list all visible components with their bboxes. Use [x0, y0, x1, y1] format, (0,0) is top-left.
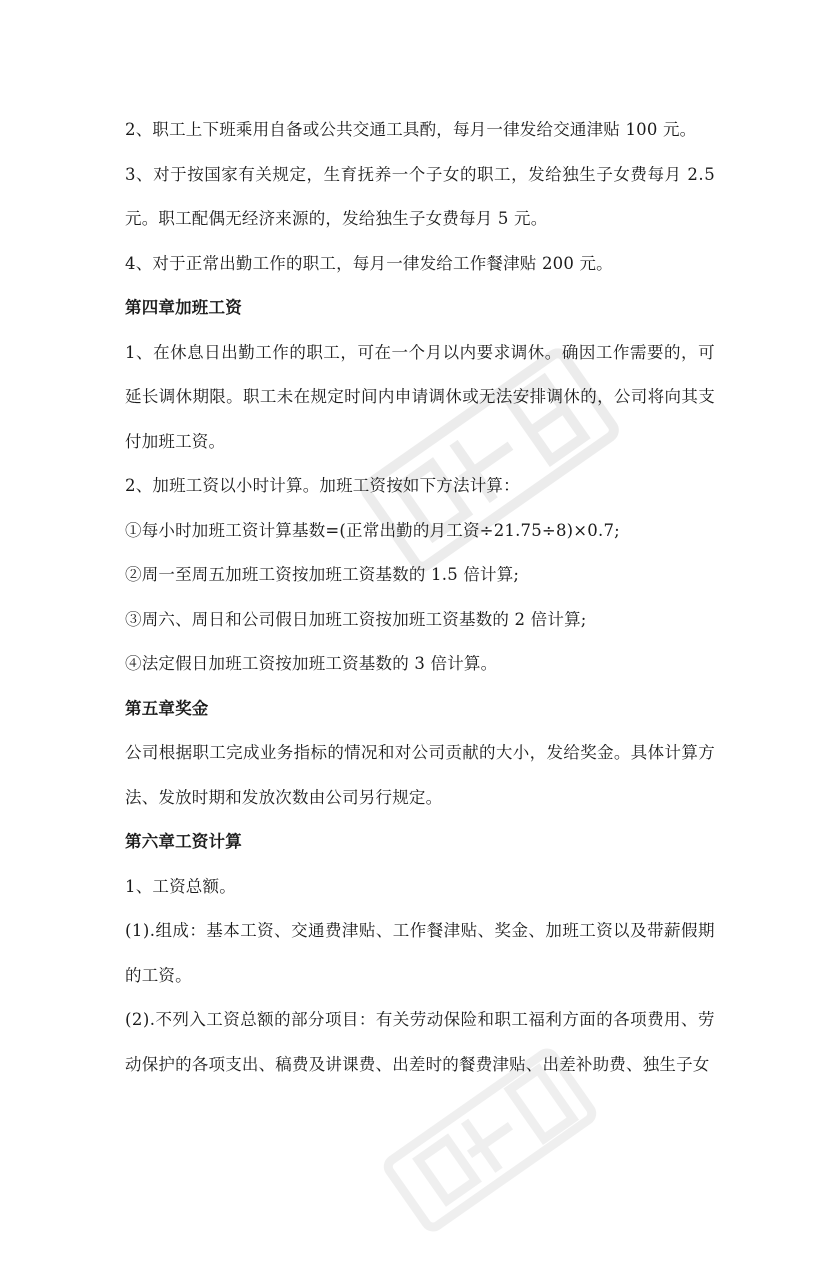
paragraph-line: 1 、 在 休 息 日 出 勤 工 作 的 职 工 ， 可 在 一 个 月 以 内 要 求 调 休 。 确 因 工 作 需 要 的 ， 可 [125, 342, 715, 362]
paragraph-line: ①每小时加班工资计算基数=(正常出勤的月工资÷21.75÷8)×0.7; [125, 520, 620, 540]
paragraph-line: 1、工资总额。 [125, 876, 236, 896]
document-body [125, 108, 715, 1087]
chapter-heading: 第六章工资计算 [125, 832, 242, 851]
paragraph-line: 2、职工上下班乘用自备或公共交通工具酌，每月一律发给交通津贴 100 元。 [125, 120, 697, 139]
chapter-heading: 第四章加班工资 [125, 298, 242, 317]
paragraph-line: 3 、 对 于 按 国 家 有 关 规 定 ， 生 育 抚 养 一 个 子 女 的 职 工 ， 发 给 独 生 子 女 费 每 月 2 . 5 [125, 164, 715, 184]
paragraph-line: ( 2 ) . 不 列 入 工 资 总 额 的 部 分 项 目 ： 有 关 劳 动 保 险 和 职 工 福 利 方 面 的 各 项 费 用 、 劳 [125, 1010, 715, 1029]
paragraph-line: 2、加班工资以小时计算。加班工资按如下方法计算： [125, 476, 520, 495]
paragraph-line: ③周六、周日和公司假日加班工资按加班工资基数的 2 倍计算; [125, 609, 587, 629]
paragraph-line: 的工资。 [125, 965, 192, 985]
paragraph-line: 付加班工资。 [125, 431, 226, 451]
chapter-heading: 第五章奖金 [125, 698, 209, 718]
paragraph-line: 4、对于正常出勤工作的职工，每月一律发给工作餐津贴 200 元。 [125, 253, 613, 273]
paragraph-line: 公 司 根 据 职 工 完 成 业 务 指 标 的 情 况 和 对 公 司 贡 献 的 大 小 ， 发 给 奖 金 。 具 体 计 算 方 [125, 743, 715, 762]
paragraph-line: ( 1 ) . 组 成 ： 基 本 工 资 、 交 通 费 津 贴 、 工 作 餐 津 贴 、 奖 金 、 加 班 工 资 以 及 带 薪 假 期 [125, 921, 715, 940]
paragraph-line: 元。职工配偶无经济来源的，发给独生子女费每月 5 元。 [125, 209, 548, 228]
paragraph-line: ④法定假日加班工资按加班工资基数的 3 倍计算。 [125, 654, 498, 673]
paragraph-line: 延 长 调 休 期 限 。 职 工 未 在 规 定 时 间 内 申 请 调 休 或 无 法 安 排 调 休 的 ， 公 司 将 向 其 支 [125, 387, 715, 406]
paragraph-line: ②周一至周五加班工资按加班工资基数的 1.5 倍计算; [125, 565, 520, 584]
paragraph-line: 法、发放时期和发放次数由公司另行规定。 [125, 787, 443, 807]
paragraph-line: 动保护的各项支出、稿费及讲课费、出差时的餐费津贴、出差补助费、独生子女 [125, 1054, 710, 1074]
